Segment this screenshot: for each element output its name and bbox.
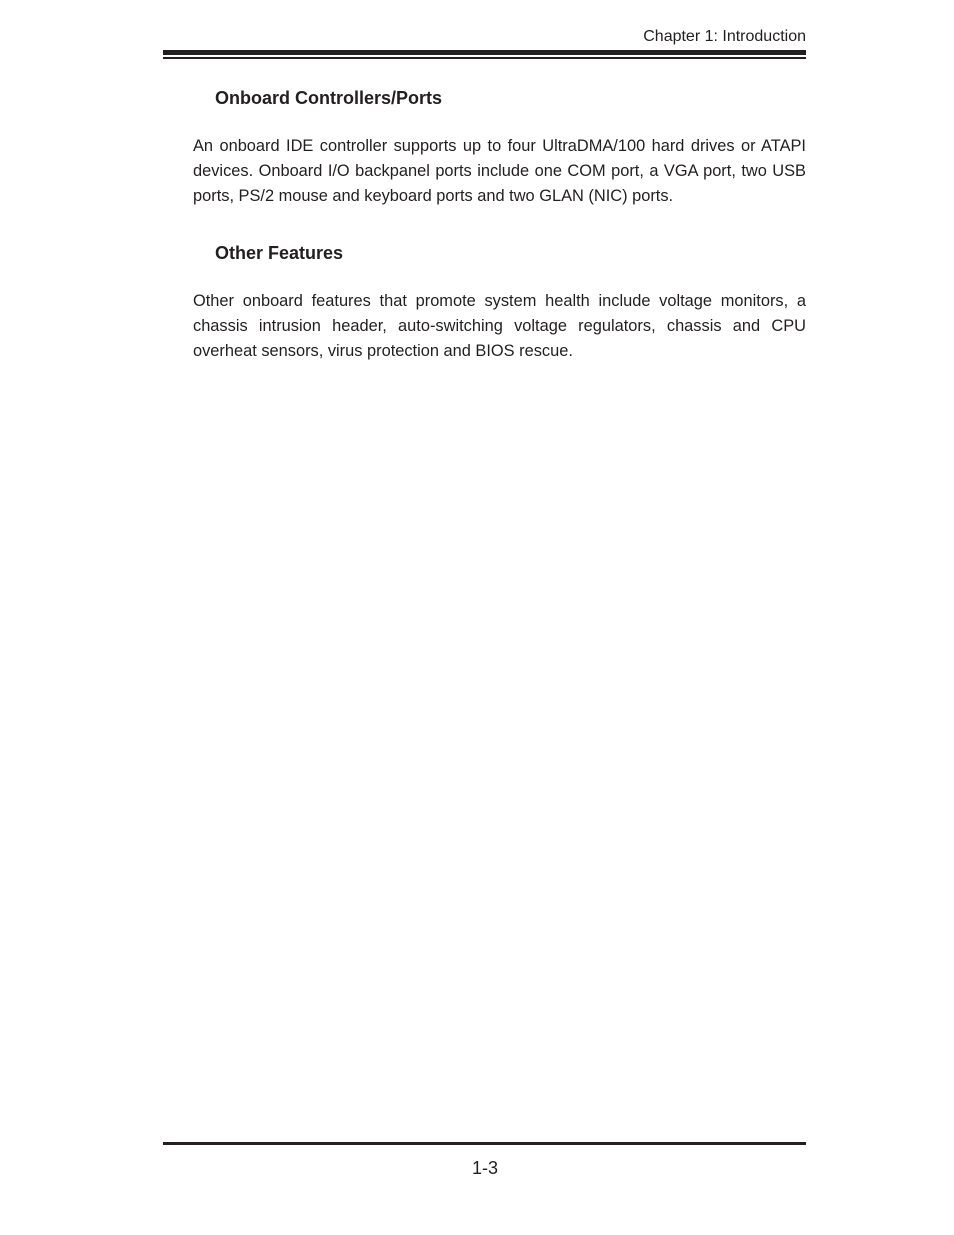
footer-rule	[163, 1142, 806, 1145]
section-body-onboard-controllers: An onboard IDE controller supports up to four UltraDMA/100 hard drives or ATAPI devices. Onboard I/O backpanel ports include one COM port, a VGA port, two USB ports, PS/2 mouse and keyboard ports and two GLAN (NIC) ports.	[193, 137, 806, 205]
header-rule-thick	[163, 50, 806, 55]
page-number: 1-3	[471, 1158, 498, 1178]
section-heading-onboard-controllers: Onboard Controllers/Ports	[215, 88, 443, 108]
chapter-header: Chapter 1: Introduction	[643, 28, 806, 45]
section-body-other-features: Other onboard features that promote system health include voltage monitors, a chassis intrusion header, auto-switching voltage regulators, chassis and CPU overheat sensors, virus protection and BIOS rescue.	[193, 292, 806, 360]
header-rule-thin	[163, 57, 806, 59]
section-heading-other-features: Other Features	[215, 243, 344, 263]
